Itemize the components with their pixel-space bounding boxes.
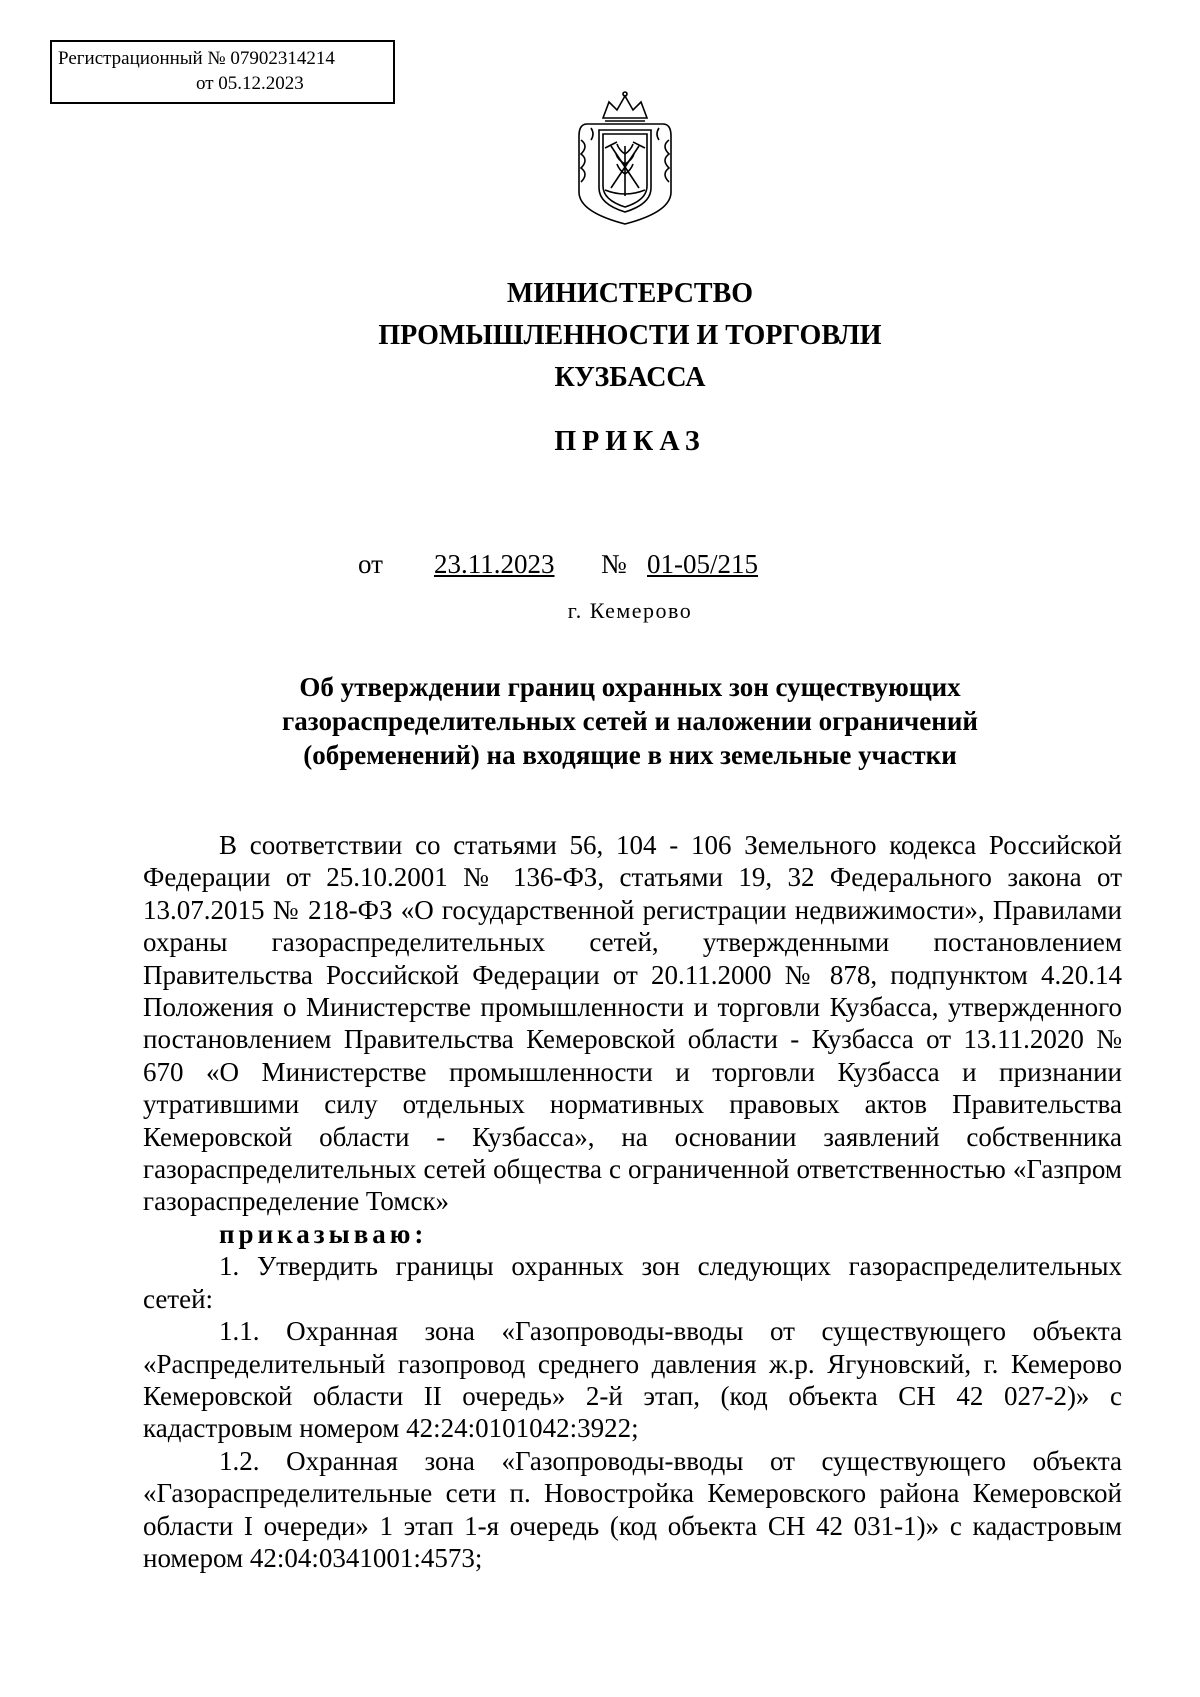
- kuzbass-coat-of-arms-icon: [565, 88, 685, 228]
- order-date: 23.11.2023: [434, 549, 555, 579]
- order-number: 01-05/215: [647, 549, 758, 579]
- ministry-line-1: МИНИСТЕРСТВО: [506, 278, 754, 309]
- document-type: ПРИКАЗ: [554, 426, 706, 457]
- preamble-paragraph: В соответствии со статьями 56, 104 - 106 Земельного кодекса Российской Федерации от 25.10.2001 № 136-ФЗ, статьями 19, 32 Федерального закона от 13.07.2015 № 218-ФЗ «О государственной регистрации недвижимости», Правилами охраны газораспределительных сетей, утвержденными постановлением Правительства Российской Федерации от 20.11.2000 № 878, подпунктом 4.20.14 Положения о Министерстве промышленности и торговли Кузбасса, утвержденного постановлением Правительства Кемеровской области - Кузбасса от 13.11.2020 № 670 «О Министерстве промышленности и торговли Кузбасса и признании утратившими силу отдельных нормативных правовых актов Правительства Кемеровской области - Кузбасса», на основании заявлений собственника газораспределительных сетей общества с ограниченной ответственностью «Газпром газораспределение Томск»: [143, 830, 1122, 1217]
- title-line-2: газораспределительных сетей и наложении ограничений: [282, 706, 978, 736]
- registration-number: Регистрационный № 07902314214: [58, 48, 335, 69]
- order-title: [140, 670, 1120, 772]
- order-word: приказываю:: [219, 1218, 428, 1249]
- item-1-1: 1.1. Охранная зона «Газопроводы-вводы от существующего объекта «Распределительный газопровод среднего давления ж.р. Ягуновский, г. Кемерово Кемеровской области II очередь» 2-й этап, (код объекта СН 42 027-2)» с кадастровым номером 42:24:0101042:3922;: [143, 1316, 1122, 1444]
- registration-stamp: [50, 40, 395, 104]
- title-line-3: (обременений) на входящие в них земельные участки: [303, 740, 957, 770]
- item-1-2: 1.2. Охранная зона «Газопроводы-вводы от существующего объекта «Газораспределительные сети п. Новостройка Кемеровского района Кемеровской области I очереди» 1 этап 1-я очередь (код объекта СН 42 031-1)» с кадастровым номером 42:04:0341001:4573;: [143, 1445, 1122, 1573]
- item-1: 1. Утвердить границы охранных зон следующих газораспределительных сетей:: [143, 1251, 1122, 1314]
- ministry-line-2: ПРОМЫШЛЕННОСТИ И ТОРГОВЛИ: [378, 320, 882, 351]
- number-label: №: [601, 549, 627, 579]
- date-prefix: от: [358, 549, 383, 579]
- order-body: [143, 829, 1122, 1574]
- city: г. Кемерово: [567, 598, 693, 623]
- ministry-line-3: КУЗБАССА: [554, 362, 706, 393]
- title-line-1: Об утверждении границ охранных зон существующих: [299, 672, 961, 702]
- registration-date: от 05.12.2023: [196, 73, 304, 94]
